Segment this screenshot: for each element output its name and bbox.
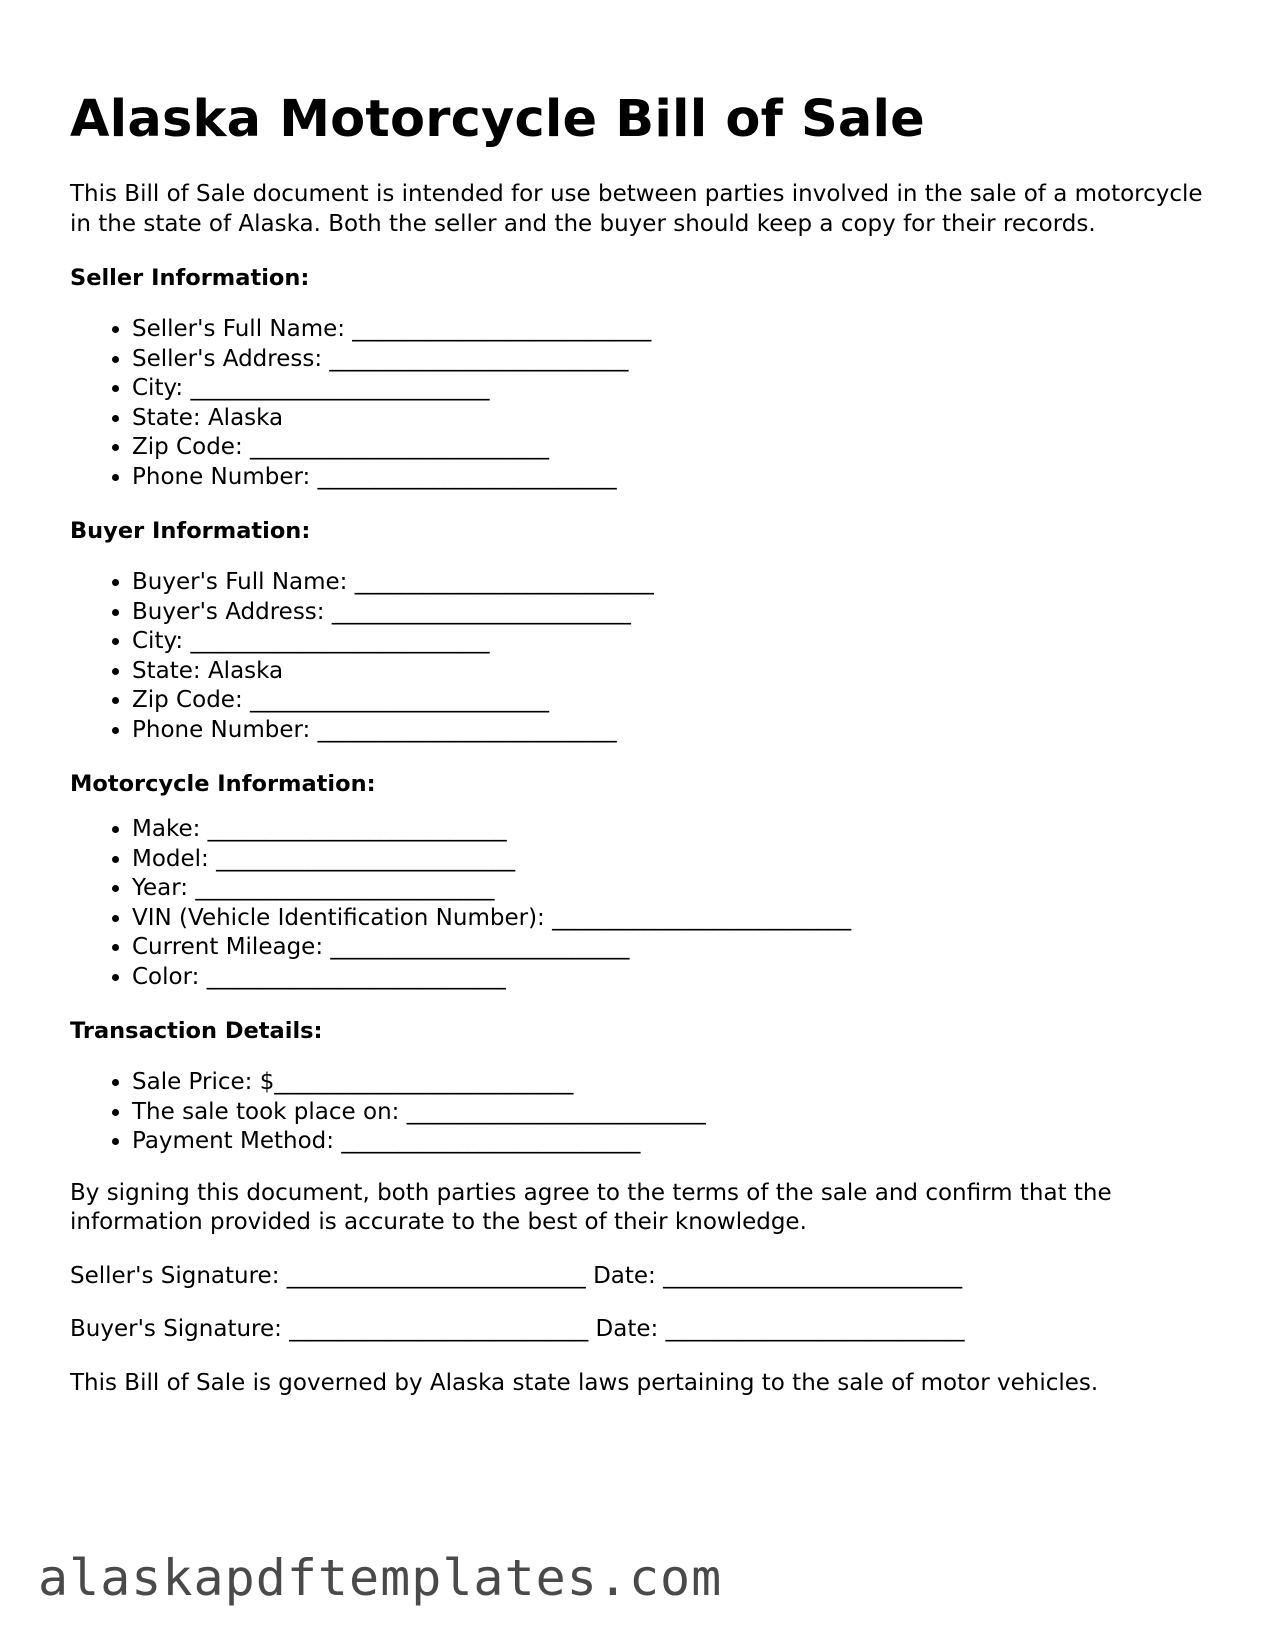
motorcycle-mileage-field: • Current Mileage: __________________________ <box>132 933 1220 963</box>
payment-method-field: • Payment Method: __________________________ <box>132 1127 1220 1157</box>
buyer-heading: Buyer Information: <box>70 518 311 544</box>
seller-full-name-field: • Seller's Full Name: __________________________ <box>132 315 1220 345</box>
site-watermark: alaskapdftemplates.com <box>38 1549 723 1607</box>
motorcycle-year-field: • Year: __________________________ <box>132 874 1220 904</box>
motorcycle-list <box>70 815 1220 992</box>
seller-phone-field: • Phone Number: __________________________ <box>132 463 1220 493</box>
motorcycle-color-field: • Color: __________________________ <box>132 963 1220 993</box>
motorcycle-make-field: • Make: __________________________ <box>132 815 1220 845</box>
transaction-heading: Transaction Details: <box>70 1018 323 1044</box>
document-page <box>70 88 1220 1398</box>
buyer-zip-field: • Zip Code: __________________________ <box>132 686 1220 716</box>
seller-heading: Seller Information: <box>70 265 310 291</box>
document-title: Alaska Motorcycle Bill of Sale <box>70 90 925 149</box>
seller-zip-field: • Zip Code: __________________________ <box>132 433 1220 463</box>
transaction-list <box>70 1068 1220 1157</box>
seller-signature-line: Seller's Signature: __________________________ Date: __________________________ <box>70 1262 963 1289</box>
buyer-state-field: • State: Alaska <box>132 657 1220 687</box>
motorcycle-vin-field: • VIN (Vehicle Identification Number): __________________________ <box>132 904 1220 934</box>
sale-price-field: • Sale Price: $__________________________ <box>132 1068 1220 1098</box>
seller-address-field: • Seller's Address: __________________________ <box>132 345 1220 375</box>
motorcycle-model-field: • Model: __________________________ <box>132 845 1220 875</box>
sale-date-field: • The sale took place on: __________________________ <box>132 1098 1220 1128</box>
closing-paragraph: By signing this document, both parties agree to the terms of the sale and confirm that the information provided is accurate to the best of their knowledge. <box>70 1179 1112 1235</box>
buyer-city-field: • City: __________________________ <box>132 627 1220 657</box>
buyer-list <box>70 568 1220 745</box>
buyer-phone-field: • Phone Number: __________________________ <box>132 716 1220 746</box>
intro-paragraph: This Bill of Sale document is intended for use between parties involved in the sale of a motorcycle in the state of Alaska. Both the seller and the buyer should keep a copy for their records. <box>70 181 1203 237</box>
governing-law-statement: This Bill of Sale is governed by Alaska state laws pertaining to the sale of motor vehicles. <box>70 1369 1099 1396</box>
motorcycle-heading: Motorcycle Information: <box>70 771 376 797</box>
seller-list <box>70 315 1220 492</box>
seller-city-field: • City: __________________________ <box>132 374 1220 404</box>
buyer-full-name-field: • Buyer's Full Name: __________________________ <box>132 568 1220 598</box>
buyer-signature-line: Buyer's Signature: __________________________ Date: __________________________ <box>70 1316 965 1342</box>
buyer-address-field: • Buyer's Address: __________________________ <box>132 598 1220 628</box>
seller-state-field: • State: Alaska <box>132 404 1220 434</box>
